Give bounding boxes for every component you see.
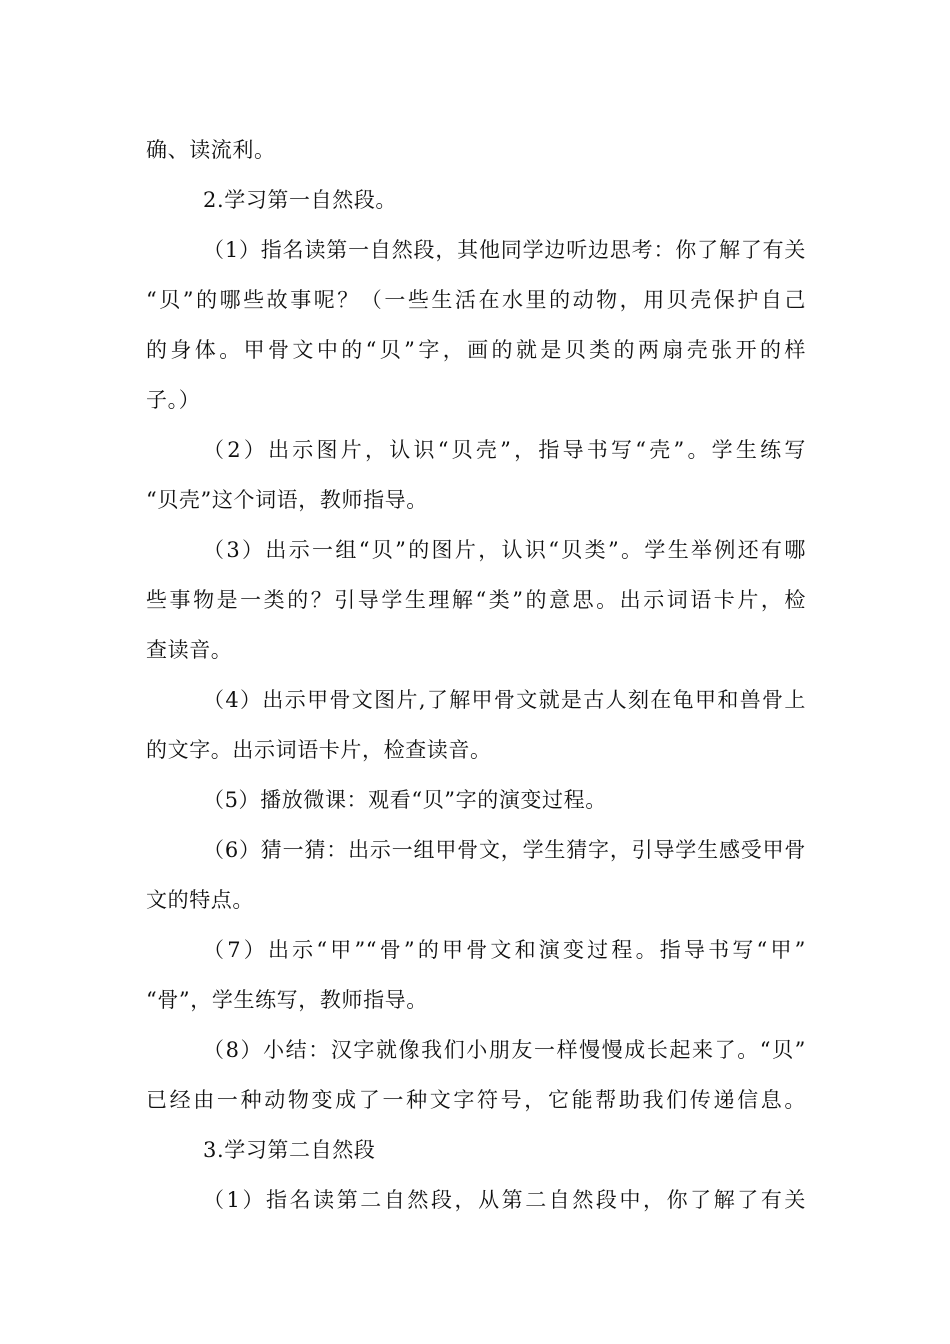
text-line-1: 确、读流利。	[146, 138, 276, 162]
text-line-17: （7）出示“甲”“骨”的甲骨文和演变过程。指导书写“甲”	[203, 938, 806, 962]
text-line-22: （1）指名读第二自然段，从第二自然段中，你了解了有关	[203, 1188, 806, 1212]
text-line-7: （2）出示图片，认识“贝壳”，指导书写“壳”。学生练写	[203, 438, 806, 462]
text-line-6: 子。）	[146, 388, 201, 412]
text-line-10: 些事物是一类的？引导学生理解“类”的意思。出示词语卡片，检	[146, 588, 806, 612]
text-line-15: （6）猜一猜：出示一组甲骨文，学生猜字，引导学生感受甲骨	[203, 838, 806, 862]
text-line-12: （4）出示甲骨文图片,了解甲骨文就是古人刻在龟甲和兽骨上	[203, 688, 806, 712]
text-line-13: 的文字。出示词语卡片，检查读音。	[146, 738, 492, 762]
section-heading-3: 3.学习第二自然段	[203, 1138, 376, 1162]
text-line-19: （8）小结：汉字就像我们小朋友一样慢慢成长起来了。“贝”	[203, 1038, 806, 1062]
text-line-18: “骨”，学生练写，教师指导。	[146, 988, 428, 1012]
text-line-11: 查读音。	[146, 638, 233, 662]
text-line-4: “贝”的哪些故事呢？（一些生活在水里的动物，用贝壳保护自己	[146, 288, 806, 312]
text-line-16: 文的特点。	[146, 888, 254, 912]
text-line-3: （1）指名读第一自然段，其他同学边听边思考：你了解了有关	[203, 238, 806, 262]
text-line-14: （5）播放微课：观看“贝”字的演变过程。	[203, 788, 607, 812]
section-heading-2: 2.学习第一自然段。	[203, 188, 398, 212]
text-line-20: 已经由一种动物变成了一种文字符号，它能帮助我们传递信息。	[146, 1088, 806, 1112]
text-line-8: “贝壳”这个词语，教师指导。	[146, 488, 428, 512]
text-line-5: 的身体。甲骨文中的“贝”字，画的就是贝类的两扇壳张开的样	[146, 338, 806, 362]
text-line-9: （3）出示一组“贝”的图片，认识“贝类”。学生举例还有哪	[203, 538, 806, 562]
